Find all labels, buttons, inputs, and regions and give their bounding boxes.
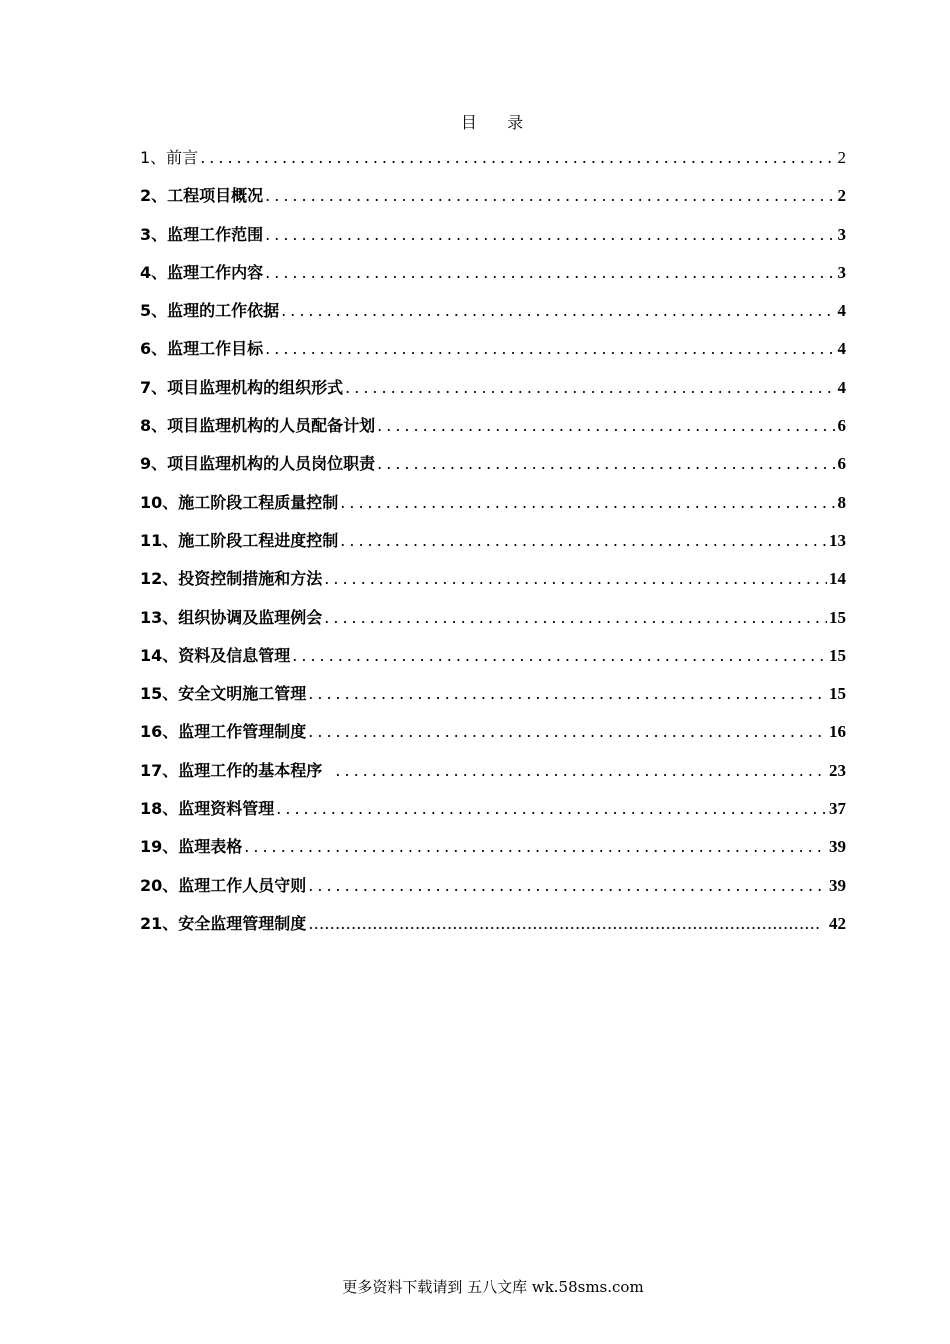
toc-leader-dots xyxy=(377,411,835,441)
toc-entry[interactable] xyxy=(140,488,846,526)
toc-page-number: 39 xyxy=(829,875,846,895)
toc-leader-dots xyxy=(281,296,835,326)
toc-entry[interactable] xyxy=(140,871,846,909)
footer-text: 更多资料下载请到 五八文库 wk.58sms.com xyxy=(342,1278,644,1296)
toc-entry-label: 10、施工阶段工程质量控制 xyxy=(140,492,339,512)
toc-entry[interactable] xyxy=(140,641,846,679)
toc-entry-label: 13、组织协调及监理例会 xyxy=(140,607,323,627)
toc-leader-dots xyxy=(265,181,835,211)
toc-entry-label: 6、监理工作目标 xyxy=(140,339,264,359)
toc-entry-label: 20、监理工作人员守则 xyxy=(140,875,307,895)
toc-page-number: 4 xyxy=(837,301,846,321)
toc-leader-dots xyxy=(340,526,827,556)
toc-page-number: 2 xyxy=(837,148,846,167)
toc-leader-dots xyxy=(265,334,835,364)
toc-entry-label: 1、前言 xyxy=(140,148,199,167)
toc-page-number: 23 xyxy=(829,760,846,780)
toc-page-number: 2 xyxy=(837,186,846,206)
toc-entry[interactable] xyxy=(140,258,846,296)
toc-entry[interactable] xyxy=(140,143,846,181)
toc-entry[interactable] xyxy=(140,909,846,947)
toc-entry[interactable] xyxy=(140,373,846,411)
toc-leader-dots xyxy=(324,603,827,633)
toc-page-number: 37 xyxy=(829,799,846,819)
toc-page-number: 42 xyxy=(829,913,846,933)
toc-page-number: 15 xyxy=(829,684,846,704)
toc-page-number: 15 xyxy=(829,645,846,665)
toc-leader-dots xyxy=(377,449,835,479)
toc-entry-label: 2、工程项目概况 xyxy=(140,186,264,206)
toc-page-number: 8 xyxy=(837,492,846,512)
toc-entry[interactable] xyxy=(140,794,846,832)
toc-leader-dots xyxy=(308,871,827,901)
toc-entry[interactable] xyxy=(140,220,846,258)
toc-entry-label: 4、监理工作内容 xyxy=(140,262,264,282)
toc-entry-label: 8、项目监理机构的人员配备计划 xyxy=(140,416,376,436)
toc-entry-label: 7、项目监理机构的组织形式 xyxy=(140,377,344,397)
toc-leader-dots xyxy=(244,832,827,862)
toc-entry[interactable] xyxy=(140,296,846,334)
toc-entry[interactable] xyxy=(140,603,846,641)
table-of-contents xyxy=(140,143,846,947)
toc-entry[interactable] xyxy=(140,181,846,219)
toc-leader-dots xyxy=(276,794,827,824)
toc-entry[interactable] xyxy=(140,832,846,870)
toc-entry[interactable] xyxy=(140,717,846,755)
toc-entry-label: 3、监理工作范围 xyxy=(140,224,264,244)
toc-leader-dots xyxy=(308,909,819,939)
toc-leader-dots xyxy=(292,641,827,671)
toc-page-number: 15 xyxy=(829,607,846,627)
toc-page-number: 13 xyxy=(829,530,846,550)
toc-page-number: 4 xyxy=(837,339,846,359)
toc-page-number: 6 xyxy=(837,454,846,474)
toc-leader-dots xyxy=(324,564,827,594)
toc-page-number: 6 xyxy=(837,416,846,436)
toc-entry-label: 19、监理表格 xyxy=(140,837,243,857)
toc-leader-dots xyxy=(265,258,835,288)
toc-leader-dots xyxy=(345,373,835,403)
toc-entry-label: 15、安全文明施工管理 xyxy=(140,684,307,704)
toc-page-number: 14 xyxy=(829,569,846,589)
toc-page-number: 3 xyxy=(837,262,846,282)
toc-page-number: 16 xyxy=(829,722,846,742)
toc-entry[interactable] xyxy=(140,411,846,449)
toc-leader-dots xyxy=(308,717,827,747)
toc-page-number: 3 xyxy=(837,224,846,244)
toc-entry-label: 12、投资控制措施和方法 xyxy=(140,569,323,589)
toc-leader-dots xyxy=(308,679,827,709)
toc-page-number: 39 xyxy=(829,837,846,857)
toc-entry[interactable] xyxy=(140,679,846,717)
toc-entry[interactable] xyxy=(140,334,846,372)
toc-entry[interactable] xyxy=(140,564,846,602)
toc-entry-label: 18、监理资料管理 xyxy=(140,799,275,819)
toc-leader-dots xyxy=(265,220,835,250)
toc-entry[interactable] xyxy=(140,526,846,564)
toc-entry[interactable] xyxy=(140,756,846,794)
toc-leader-dots xyxy=(200,143,835,173)
toc-entry-label: 5、监理的工作依据 xyxy=(140,301,280,321)
toc-entry-label: 9、项目监理机构的人员岗位职责 xyxy=(140,454,376,474)
toc-leader-dots xyxy=(335,756,827,786)
toc-page-number: 4 xyxy=(837,377,846,397)
toc-entry-label: 11、施工阶段工程进度控制 xyxy=(140,530,339,550)
toc-entry-label: 16、监理工作管理制度 xyxy=(140,722,307,742)
toc-title: 目 录 xyxy=(460,113,526,132)
toc-entry-label: 21、安全监理管理制度 xyxy=(140,913,307,933)
toc-leader-dots xyxy=(340,488,835,518)
toc-entry-label: 14、资料及信息管理 xyxy=(140,645,291,665)
toc-entry[interactable] xyxy=(140,449,846,487)
toc-entry-label: 17、监理工作的基本程序 xyxy=(140,760,334,780)
